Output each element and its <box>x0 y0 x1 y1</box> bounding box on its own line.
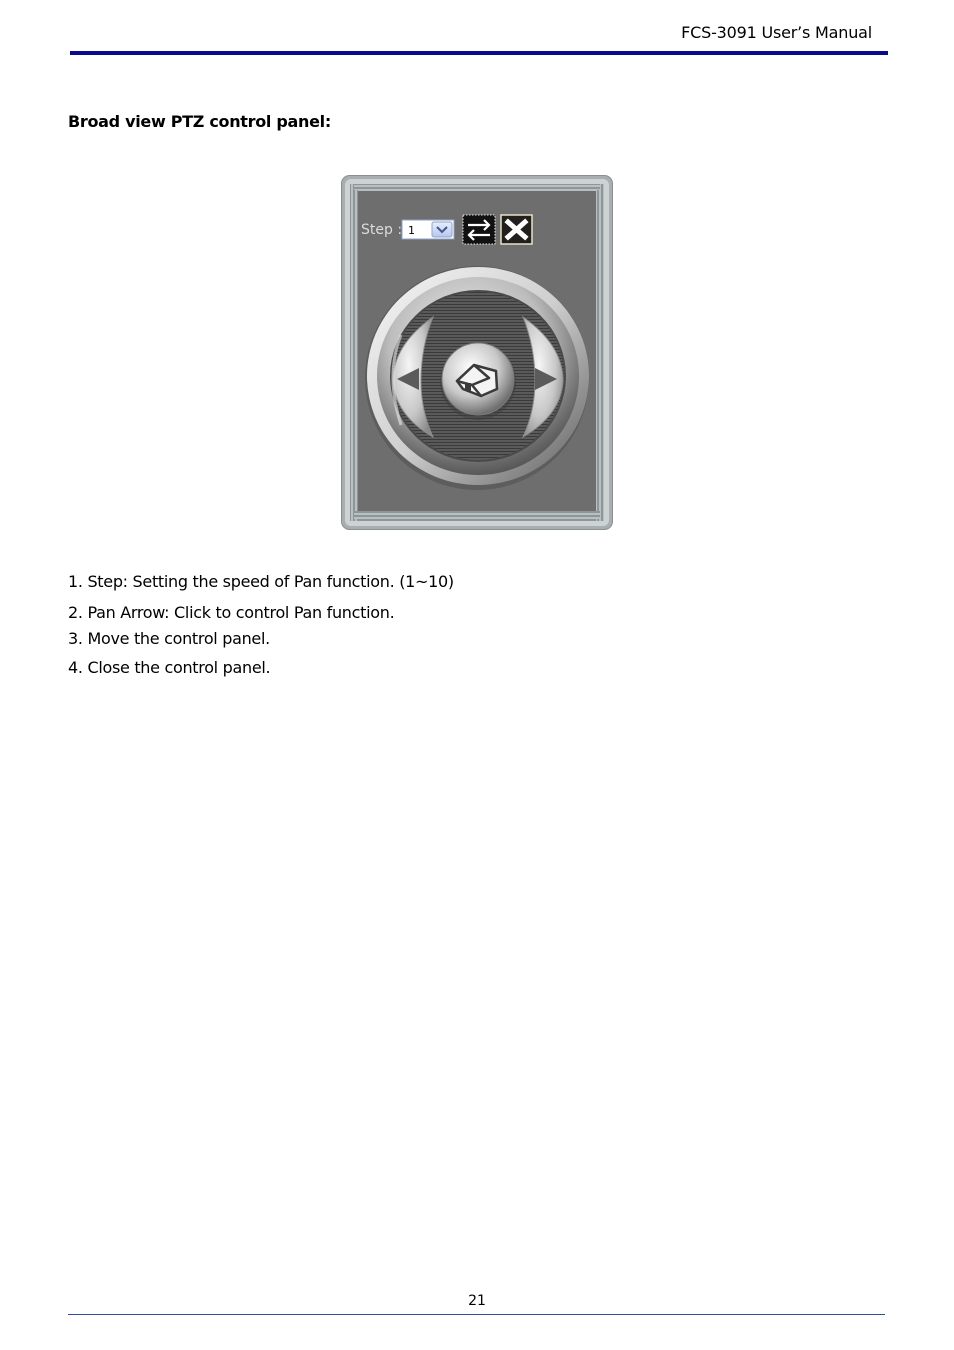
footer-rule <box>68 1314 885 1315</box>
list-item: 3. Move the control panel. <box>68 629 270 648</box>
home-button[interactable] <box>440 343 516 420</box>
section-title: Broad view PTZ control panel: <box>68 112 331 131</box>
header-rule <box>70 51 888 55</box>
page-number: 21 <box>468 1293 486 1309</box>
move-panel-button[interactable] <box>463 215 495 244</box>
step-select-value: 1 <box>408 224 415 237</box>
manual-title: FCS-3091 User’s Manual <box>681 23 872 42</box>
step-select[interactable] <box>402 220 454 239</box>
ptz-control-panel <box>341 175 613 530</box>
step-label: Step : <box>361 222 403 238</box>
list-item: 2. Pan Arrow: Click to control Pan function. <box>68 603 395 622</box>
close-panel-button[interactable] <box>501 215 532 244</box>
list-item: 1. Step: Setting the speed of Pan function. (1~10) <box>68 572 454 591</box>
list-item: 4. Close the control panel. <box>68 658 271 677</box>
